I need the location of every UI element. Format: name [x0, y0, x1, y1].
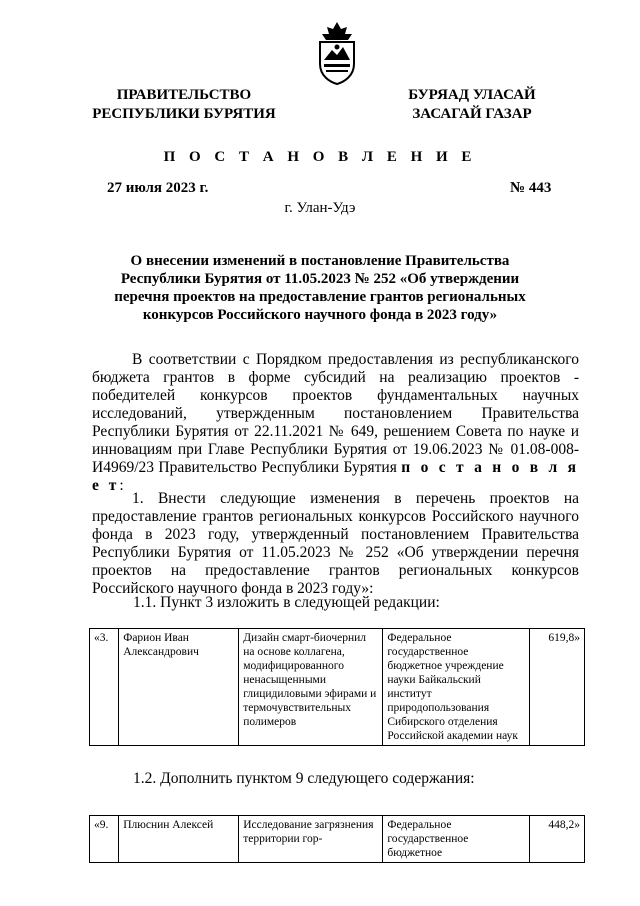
grant-amount: 619,8» [529, 629, 584, 746]
project-table-row-9 [89, 815, 585, 863]
project-leader: Плюснин Алексей [119, 816, 239, 863]
grant-amount: 448,2» [529, 816, 584, 863]
subitem-1-1: 1.1. Пункт 3 изложить в следующей редакции: [133, 594, 440, 611]
item-1-text: 1. Внести следующие изменения в перечень проектов на предоставление грантов региональных конкурсов Российского научного фонда в 2023 году, утвержденный постановлением Правительства Республики Бурятия от 11.05.2023 № 252 «Об утверждении перечня проектов на предоставление грантов региональных конкурсов Российского научного фонда в 2023 году»: [92, 490, 579, 597]
right-org-line1: БУРЯАД УЛАСАЙ [408, 87, 536, 103]
table-row [90, 816, 585, 863]
subitem-1-2: 1.2. Дополнить пунктом 9 следующего содержания: [133, 770, 475, 787]
project-organization: Федеральное государственное бюджетное учреждение науки Байкальский институт природопользования Сибирского отделения Российской академии наук [383, 629, 529, 746]
title-line: Республики Бурятия от 11.05.2023 № 252 «Об утверждении [120, 271, 520, 287]
item-1-paragraph [92, 490, 579, 598]
decree-title [100, 252, 540, 324]
title-line: конкурсов Российского научного фонда в 2023 году» [142, 307, 498, 323]
decree-number: № 443 [510, 180, 552, 196]
preamble-end: : [119, 477, 124, 494]
preamble-paragraph [92, 351, 579, 495]
project-organization: Федеральное государственное бюджетное [383, 816, 529, 863]
right-org-name [392, 86, 552, 124]
decree-verb: п о с т а н о в л я е т [92, 459, 580, 494]
title-line: О внесении изменений в постановление Правительства [130, 253, 510, 269]
row-number: «3. [90, 629, 119, 746]
left-org-name [84, 86, 284, 124]
table-row [90, 629, 585, 746]
document-type: П О С Т А Н О В Л Е Н И Е [163, 149, 477, 165]
right-org-line2: ЗАСАГАЙ ГАЗАР [412, 106, 532, 122]
decree-date: 27 июля 2023 г. [107, 180, 209, 196]
project-leader: Фарион Иван Александрович [119, 629, 239, 746]
coat-of-arms-icon [314, 20, 360, 86]
project-topic: Дизайн смарт-биочернил на основе коллагена, модифицированного ненасыщенными глицидиловыми эфирами и термочувствительных полимеров [239, 629, 383, 746]
left-org-line1: ПРАВИТЕЛЬСТВО [116, 87, 252, 103]
title-line: перечня проектов на предоставление грантов региональных [114, 289, 526, 305]
project-topic: Исследование загрязнения территории гор- [239, 816, 383, 863]
project-table-row-3 [89, 628, 585, 746]
preamble-text: В соответствии с Порядком предоставления из республиканского бюджета грантов в форме субсидий на реализацию проектов - победителей конкурсов проектов фундаментальных научных исследований, утвержденным постановлением Правительства Республики Бурятия от 22.11.2021 № 649, решением Совета по науке и инновациям при Главе Республики Бурятия от 19.06.2023 № 01.08-008-И4969/23 Правительство Республики Бурятия [92, 351, 579, 476]
decree-city: г. Улан-Удэ [284, 200, 356, 216]
row-number: «9. [90, 816, 119, 863]
left-org-line2: РЕСПУБЛИКИ БУРЯТИЯ [92, 106, 276, 122]
